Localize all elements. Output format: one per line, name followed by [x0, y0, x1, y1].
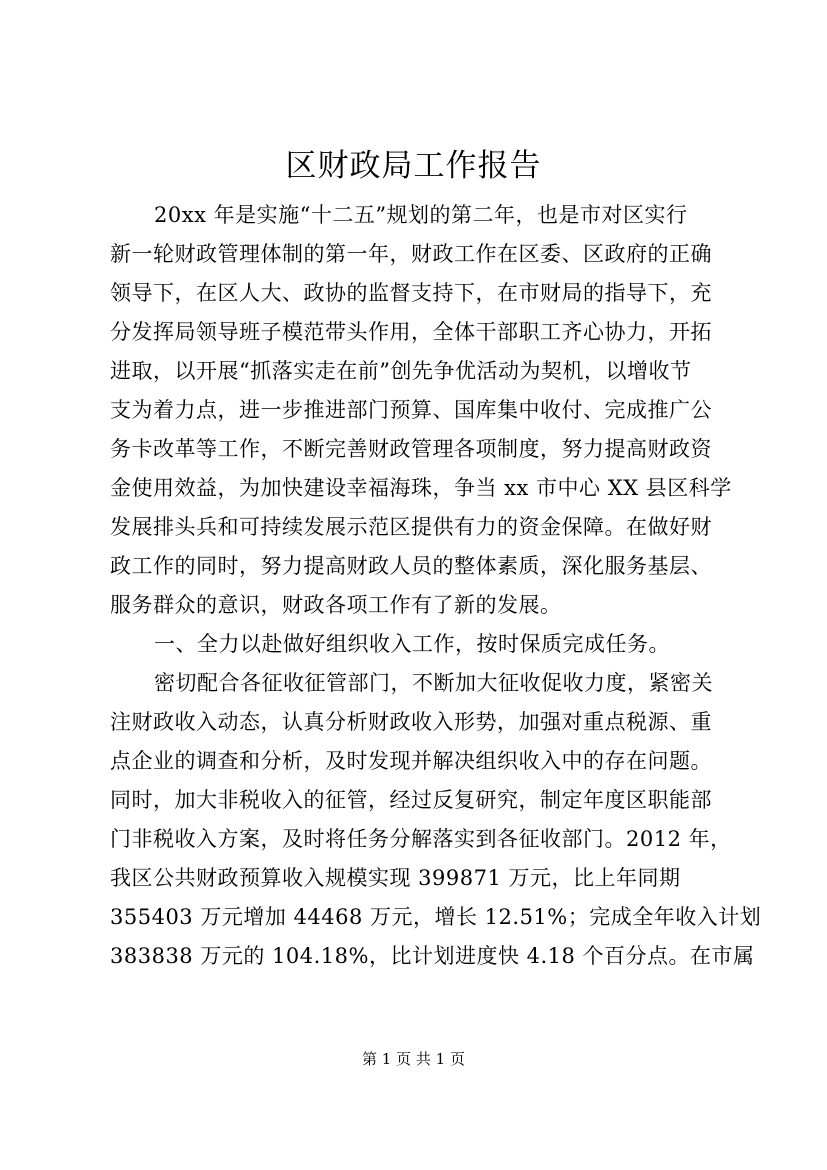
text-line: 383838 万元的 104.18%，比计划进度快 4.18 个百分点。在市属: [110, 944, 755, 968]
document-body: [110, 196, 762, 976]
text-line: 同时，加大非税收入的征管，经过反复研究，制定年度区职能部: [110, 788, 712, 812]
text-line: 我区公共财政预算收入规模实现 399871 万元，比上年同期: [110, 866, 681, 890]
text-line: 注财政收入动态，认真分析财政收入形势，加强对重点税源、重: [110, 710, 712, 734]
text-line: 门非税收入方案，及时将任务分解落实到各征收部门。2012 年，: [110, 827, 732, 851]
document-title: 区财政局工作报告: [285, 148, 542, 184]
text-line: 领导下，在区人大、政协的监督支持下，在市财局的指导下，充: [110, 281, 712, 305]
text-line: 服务群众的意识，财政各项工作有了新的发展。: [110, 593, 562, 617]
text-line: 务卡改革等工作，不断完善财政管理各项制度，努力提高财政资: [110, 437, 712, 461]
text-line: 新一轮财政管理体制的第一年，财政工作在区委、区政府的正确: [110, 242, 712, 266]
page-footer: 第 1 页 共 1 页: [362, 1050, 465, 1068]
text-line: 金使用效益，为加快建设幸福海珠，争当 xx 市中心 XX 县区科学: [110, 476, 732, 500]
text-line: 政工作的同时，努力提高财政人员的整体素质，深化服务基层、: [110, 554, 712, 578]
text-line: 点企业的调查和分析，及时发现并解决组织收入中的存在问题。: [110, 749, 712, 773]
text-line: 支为着力点，进一步推进部门预算、国库集中收付、完成推广公: [110, 398, 712, 422]
text-line: 20xx 年是实施“十二五”规划的第二年，也是市对区实行: [154, 203, 688, 227]
text-line: 进取，以开展“抓落实走在前”创先争优活动为契机，以增收节: [110, 359, 692, 383]
text-line: 发展排头兵和可持续发展示范区提供有力的资金保障。在做好财: [110, 515, 712, 539]
text-line: 分发挥局领导班子模范带头作用，全体干部职工齐心协力，开拓: [110, 320, 712, 344]
section-heading: 一、全力以赴做好组织收入工作，按时保质完成任务。: [154, 632, 670, 656]
text-line: 355403 万元增加 44468 万元，增长 12.51%；完成全年收入计划: [110, 905, 762, 929]
text-line: 密切配合各征收征管部门，不断加大征收促收力度，紧密关: [154, 671, 713, 695]
